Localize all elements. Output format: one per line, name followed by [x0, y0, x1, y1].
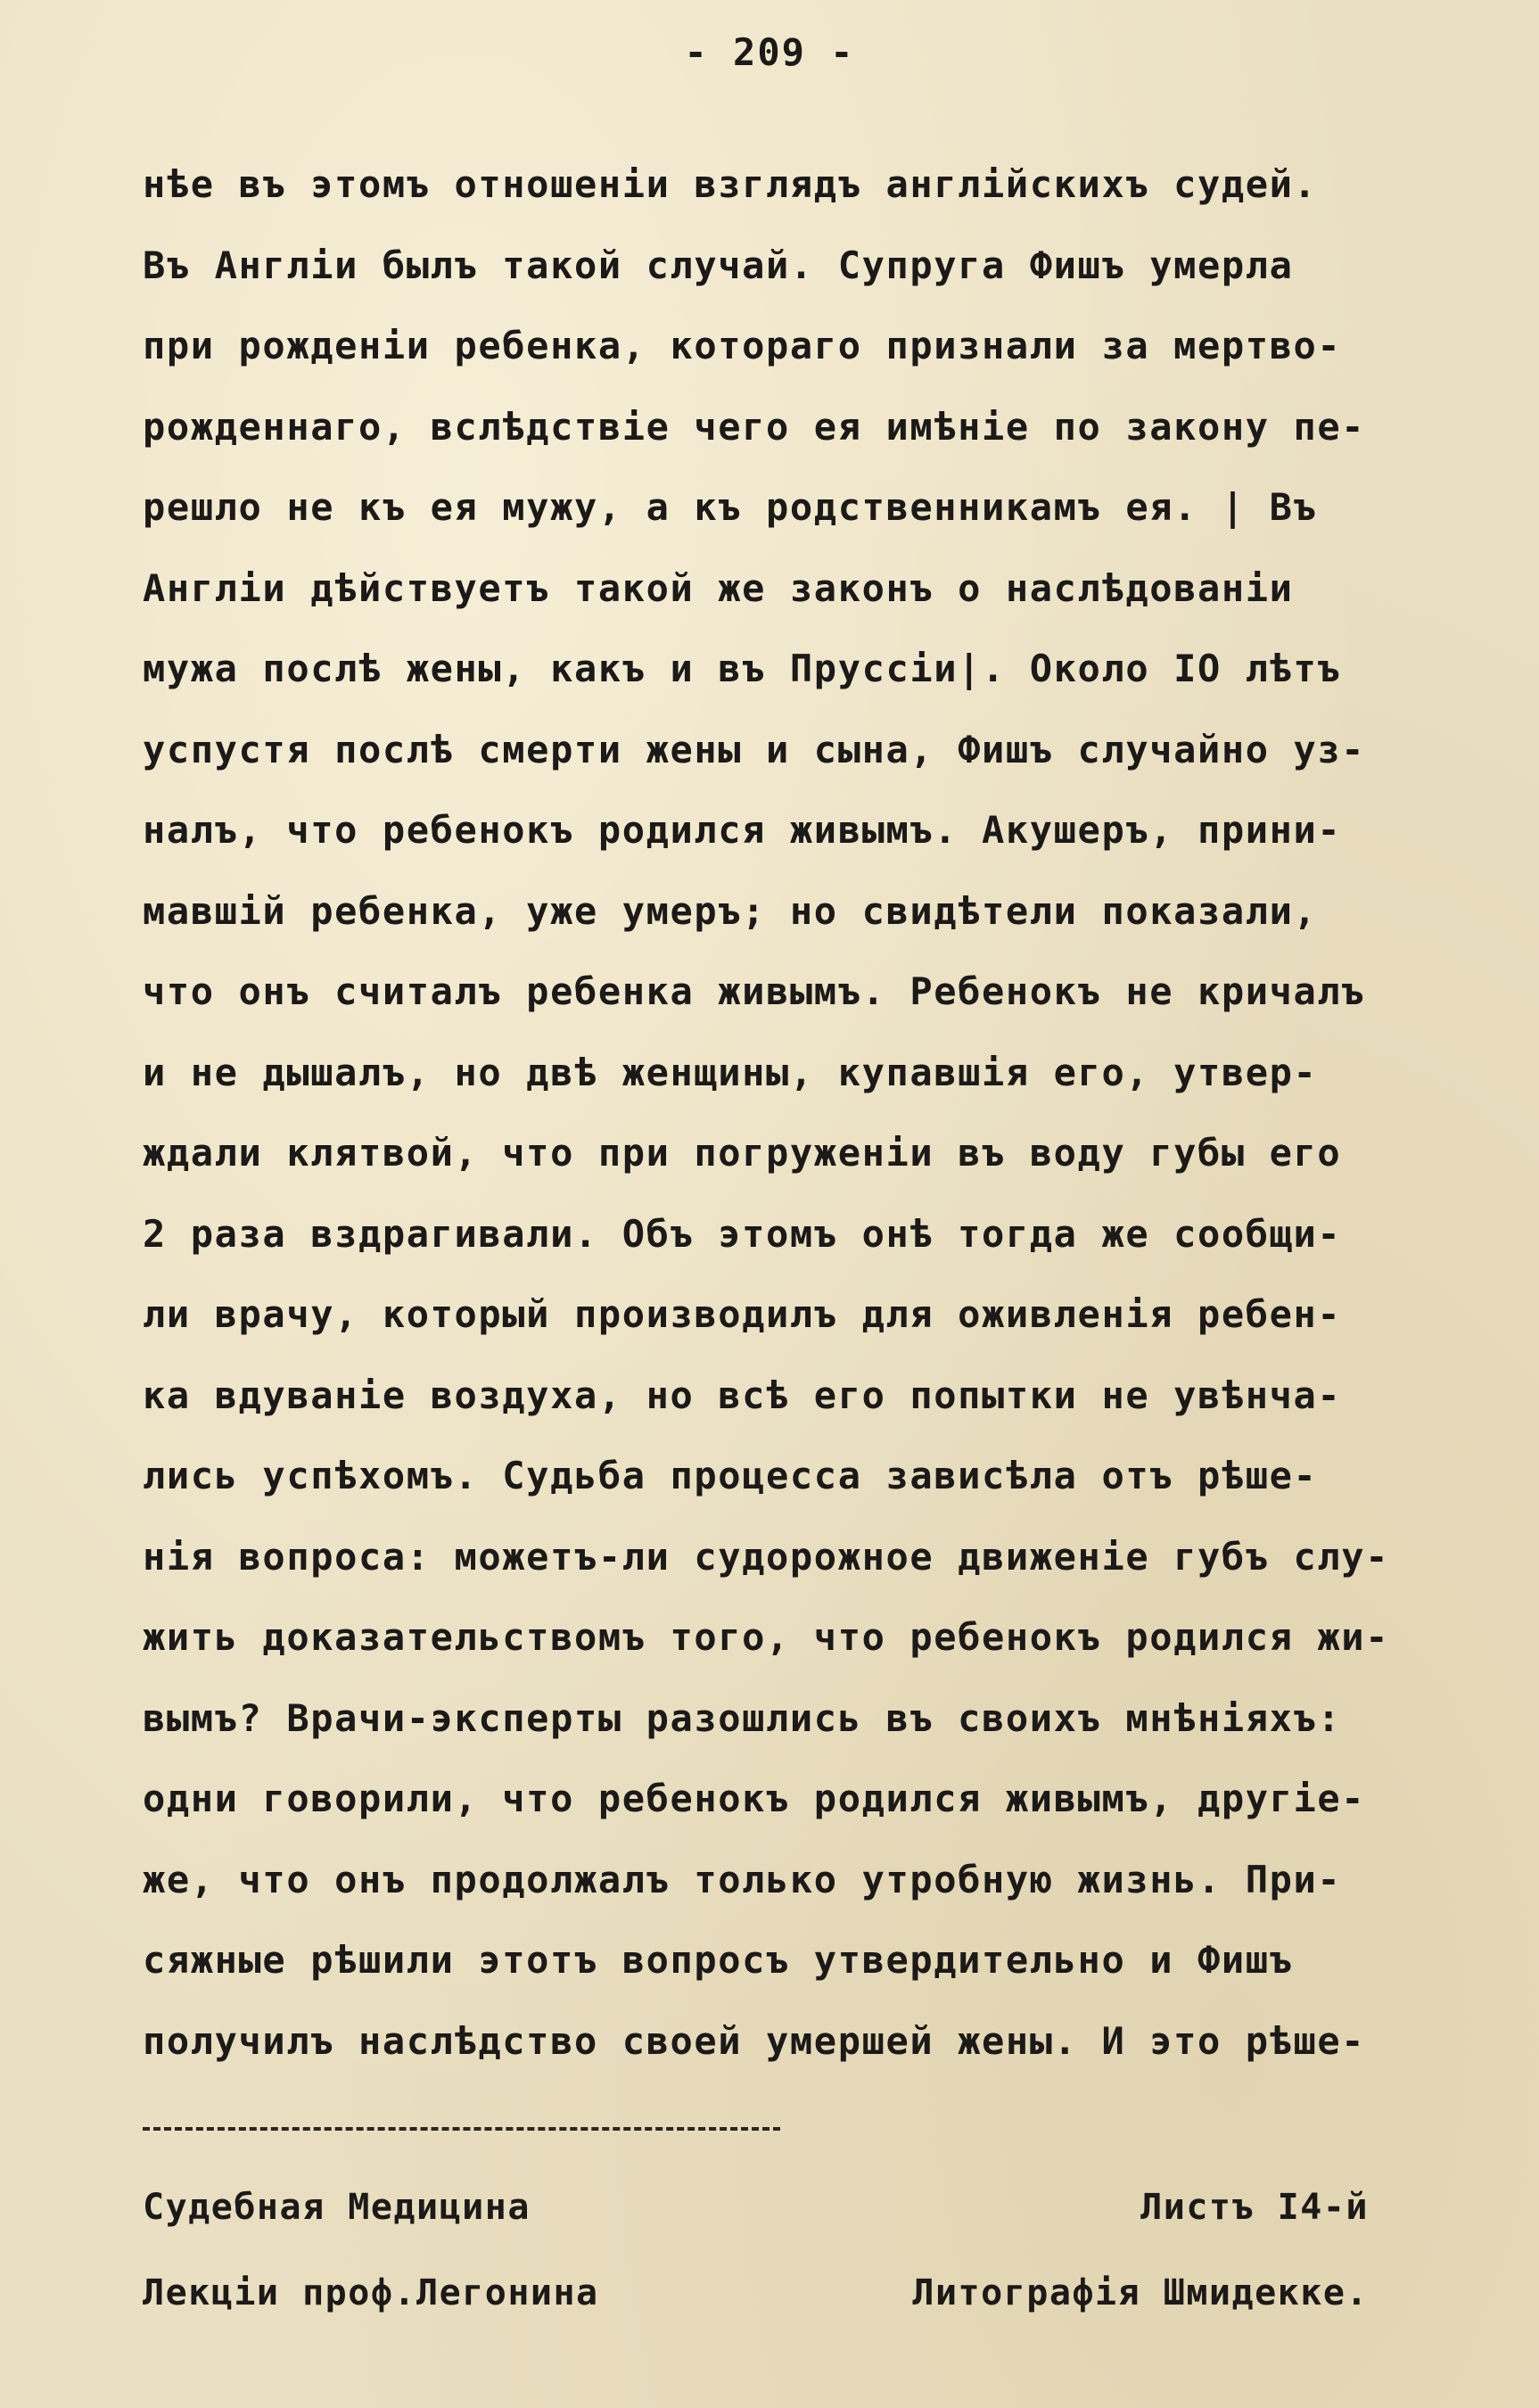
text-line: мужа послѣ жены, какъ и въ Пруссiи|. Около IO лѣтъ — [143, 647, 1342, 690]
text-line: мавшiй ребенка, уже умеръ; но свидѣтели показали, — [143, 888, 1318, 933]
text-line: получилъ наслѣдство своей умершей жены. И это рѣше- — [143, 2018, 1366, 2063]
text-line: и не дышалъ, но двѣ женщины, купавшiя его, утвер- — [143, 1050, 1318, 1094]
footer-printer: Литографiя Шмидекке. — [912, 2272, 1369, 2313]
text-line: рожденнаго, вслѣдствiе чего ея имѣнiе по закону пе- — [143, 404, 1366, 449]
text-line: 2 раза вздрагивали. Объ этомъ онѣ тогда же сообщи- — [143, 1211, 1342, 1256]
text-line: же, что онъ продолжалъ только утробную жизнь. При- — [143, 1857, 1342, 1901]
text-line: ли врачу, который производилъ для оживленiя ребен- — [143, 1292, 1342, 1336]
text-line: вымъ? Врачи-эксперты разошлись въ своихъ мнѣнiяхъ: — [143, 1695, 1342, 1740]
footer-lecturer: Лекцiи проф.Легонина — [143, 2272, 599, 2313]
footer-row-top — [143, 2187, 1369, 2228]
text-line: Въ Англiи былъ такой случай. Супруга Фишъ умерла — [143, 243, 1294, 287]
text-line: нiя вопроса: можетъ-ли судорожное движенiе губъ слу- — [143, 1534, 1390, 1579]
body-text — [143, 144, 1409, 2082]
footer-sheet-number: Листъ I4-й — [1140, 2187, 1369, 2228]
footer-divider — [143, 2127, 780, 2131]
text-line: нѣе въ этомъ отношенiи взглядъ англiйскихъ судей. — [143, 162, 1318, 206]
footer-row-bottom — [143, 2272, 1369, 2313]
text-line: жить доказательствомъ того, что ребенокъ родился жи- — [143, 1615, 1390, 1659]
text-line: лись успѣхомъ. Судьба процесса зависѣла отъ рѣше- — [143, 1454, 1318, 1497]
page-number: - 209 - — [684, 30, 855, 74]
text-line: сяжные рѣшили этотъ вопросъ утвердительно и Фишъ — [143, 1938, 1294, 1982]
text-line: успустя послѣ смерти жены и сына, Фишъ случайно уз- — [143, 727, 1366, 771]
text-line: Англiи дѣйствуетъ такой же законъ о наслѣдованiи — [143, 565, 1294, 610]
text-line: что онъ считалъ ребенка живымъ. Ребенокъ не кричалъ — [143, 969, 1366, 1013]
footer-course-title: Судебная Медицина — [143, 2187, 531, 2228]
text-line: одни говорили, что ребенокъ родился живымъ, другiе- — [143, 1777, 1366, 1820]
text-line: при рожденiи ребенка, котораго признали за мертво- — [143, 324, 1342, 367]
text-line: ждали клятвой, что при погруженiи въ воду губы его — [143, 1131, 1342, 1175]
text-line: ка вдуванiе воздуха, но всѣ его попытки не увѣнча- — [143, 1373, 1342, 1417]
text-line: налъ, что ребенокъ родился живымъ. Акушеръ, прини- — [143, 808, 1342, 852]
text-line: решло не къ ея мужу, а къ родственникамъ ея. | Въ — [143, 485, 1318, 529]
